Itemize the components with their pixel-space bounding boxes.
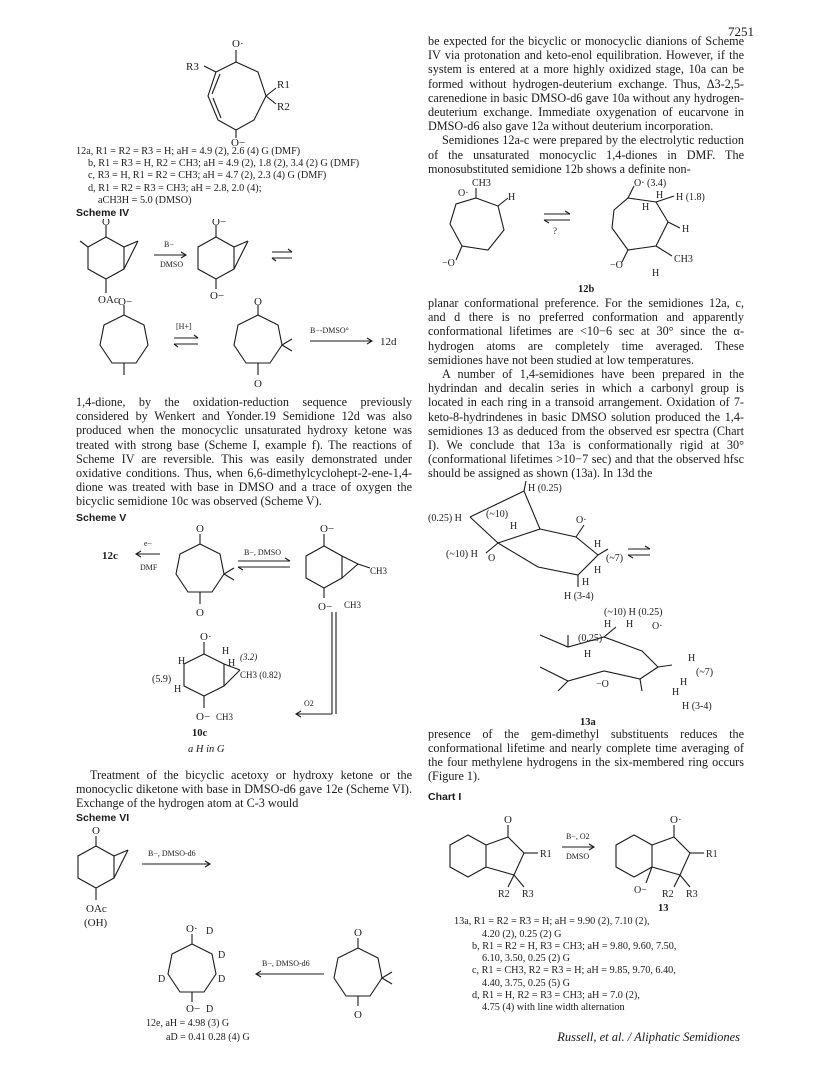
c1-r2: R2 <box>498 889 510 901</box>
s5-h3: H <box>228 657 236 669</box>
s5-o2-reagent: O2 <box>304 698 314 708</box>
s6-d2: D <box>218 950 226 962</box>
c1-r1: R1 <box>540 849 552 861</box>
s6-reagent2: B−, DMSO-d6 <box>262 959 310 969</box>
s13a-h2-025: (0.25) <box>578 632 603 644</box>
s5-h-label: H <box>174 683 182 695</box>
s5-ch3-b: CH3 <box>344 599 362 610</box>
s12b-question: ? <box>553 226 557 237</box>
struct12-o-top: O· <box>232 38 244 50</box>
list-item: 4.75 (4) with line width alternation <box>482 1001 625 1013</box>
s6-oac: OAc <box>86 903 107 916</box>
s12b-label: 12b <box>578 284 595 296</box>
s13a-h-7: (~7) <box>606 552 624 564</box>
scheme-vi <box>76 824 412 1046</box>
s4-b-minus: B− <box>164 240 174 250</box>
c1-reagent2: DMSO <box>566 852 590 862</box>
s13a-h-10: (~10) <box>486 508 509 520</box>
s4-o3: O <box>254 378 262 391</box>
list-item: b, R1 = R2 = H, R3 = CH3; aH = 9.80, 9.60, 7.50, <box>472 940 677 952</box>
s13a-h-r2: H <box>594 564 602 576</box>
s13a-h2-r3: H <box>672 686 680 698</box>
s6-o3: O <box>354 1009 362 1022</box>
s6-caption1: 12e, aH = 4.98 (3) G <box>146 1018 230 1030</box>
s13a-h-top: H (0.25) <box>528 482 562 494</box>
s6-reagent1: B−, DMSO-d6 <box>148 849 196 859</box>
s13a-label: 13a <box>580 716 596 727</box>
running-footer: Russell, et al. / Aliphatic Semidiones <box>557 1030 740 1044</box>
list-item: c, R3 = H, R1 = R2 = CH3; aH = 4.7 (2), 2.3 (4) G (DMF) <box>88 170 327 182</box>
list-item: 6.10, 3.50, 0.25 (2) G <box>482 953 571 965</box>
struct12-r2: R2 <box>277 101 290 113</box>
structure-12b <box>428 176 744 296</box>
body-paragraph: Semidiones 12a-c were prepared by the electrolytic reduction of the unsaturated monocyclic 1,4-diones in DMF. The monosubstituted semidione 12b shows a definite non- <box>428 133 744 176</box>
struct12-r3: R3 <box>186 61 199 73</box>
s13a-h2-r1: H <box>688 652 696 664</box>
list-item: c, R1 = CH3, R2 = R3 = H; aH = 9.85, 9.70, 6.40, <box>472 965 676 977</box>
s13a-h2-a: H <box>604 618 612 630</box>
c1-o-dot: O· <box>670 814 682 827</box>
s6-caption2: aD = 0.41 0.28 (4) G <box>166 1032 250 1044</box>
s4-h-plus: [H+] <box>176 322 192 332</box>
s5-o1: O <box>196 523 204 535</box>
page-number: 7251 <box>728 24 754 39</box>
s13a-h-mid: H <box>510 520 518 532</box>
right-column <box>428 34 744 1014</box>
s4-o-minus3: O− <box>118 296 133 309</box>
s4-b-dmso-o2: B−-DMSO° <box>310 326 349 336</box>
s13a-h-34: H (3-4) <box>564 590 594 602</box>
list-item: 13a, R1 = R2 = R3 = H; aH = 9.90 (2), 7.10 (2), <box>454 916 650 928</box>
chart-i-compound-label: 13 <box>658 903 669 915</box>
compound-list-12 <box>76 146 412 207</box>
s4-o-minus2: O− <box>210 290 225 303</box>
s4-dmso: DMSO <box>160 260 184 270</box>
c1-r2b: R2 <box>662 889 674 901</box>
s13a-h-r3: H <box>582 576 590 588</box>
c1-r3: R3 <box>522 889 534 901</box>
scheme-v-label: Scheme V <box>76 511 127 524</box>
s5-compound: 10c <box>192 727 208 739</box>
s13a-h2-top: (~10) H (0.25) <box>604 606 663 618</box>
c1-r3b: R3 <box>686 889 698 901</box>
s6-oh: (OH) <box>84 917 108 930</box>
chart-i <box>428 803 744 903</box>
s13a-o-left: O <box>488 552 496 564</box>
s5-o2: O <box>196 606 204 619</box>
compound-list-13 <box>428 916 744 1014</box>
s4-o-minus: O− <box>212 219 227 229</box>
s5-o-dot: O· <box>200 630 212 643</box>
s6-d1: D <box>206 926 214 938</box>
s5-o-minus3: O− <box>196 710 211 723</box>
s5-hfs1: (5.9) <box>152 673 172 685</box>
s13a-h2-34: H (3-4) <box>682 700 712 712</box>
structure-13a <box>428 481 744 727</box>
list-item: aCH3H = 5.0 (DMSO) <box>98 194 192 206</box>
s5-hfs2: (3.2) <box>240 651 258 662</box>
s12b-o-minus: −O <box>442 258 455 270</box>
c1-reagent1: B−, O2 <box>566 832 590 842</box>
s5-o-minus2: O− <box>318 600 333 613</box>
body-paragraph: Treatment of the bicyclic acetoxy or hydroxy ketone or the monocyclic diketone with base in DMSO-d6 gave 12e (Scheme VI). Exchange of the hydrogen atom at C-3 would <box>76 767 412 811</box>
s12b-o-dot-r: O· (3.4) <box>634 178 667 190</box>
s5-e-minus: e− <box>144 538 153 548</box>
s13a-h2-c: H <box>584 648 592 660</box>
s4-o1: O <box>102 219 110 229</box>
struct12-o-bottom: O− <box>231 137 246 146</box>
structure-12 <box>76 34 412 146</box>
s5-h1: H <box>222 645 230 657</box>
s13a-h-r1: H <box>594 538 602 550</box>
list-item: d, R1 = R2 = R3 = CH3; aH = 2.8, 2.0 (4); <box>88 182 262 194</box>
left-column <box>76 34 412 1046</box>
struct12-r1: R1 <box>277 79 290 91</box>
scheme-iv <box>76 219 412 395</box>
s12b-ch3-r: CH3 <box>674 254 693 266</box>
s12b-h3: H <box>642 202 650 214</box>
list-item: 4.40, 3.75, 0.25 (5) G <box>482 977 571 989</box>
c1-r1b: R1 <box>706 849 718 861</box>
s13a-h2-7: (~7) <box>696 666 714 678</box>
s12b-o-minus-r: −O <box>610 260 623 272</box>
s6-d5: D <box>206 1004 214 1016</box>
s12b-ch3-top: CH3 <box>472 178 491 190</box>
c1-o-minus: O− <box>634 885 647 897</box>
s6-d3: D <box>218 974 226 986</box>
c1-o1: O <box>504 814 512 827</box>
s4-o2: O <box>254 296 262 309</box>
s5-dmf: DMF <box>140 562 158 572</box>
s5-ch3-c: CH3 <box>216 711 234 722</box>
s13a-h2-b: H <box>626 618 634 630</box>
s13a-o2-dot: O· <box>652 620 663 632</box>
s5-o-minus: O− <box>320 523 335 535</box>
list-item: b, R1 = R3 = H, R2 = CH3; aH = 4.9 (2), 1.8 (2), 3.4 (2) G (DMF) <box>88 158 360 170</box>
s13a-h2-r2: H <box>680 676 688 688</box>
list-item: 12a, R1 = R2 = R3 = H; aH = 4.9 (2), 2.6 (4) G (DMF) <box>76 146 301 157</box>
s12b-h5: H <box>682 224 690 236</box>
body-paragraph: presence of the gem-dimethyl substituents reduces the conformational lifetime and nearly complete time averaging of the four methylene hydrogens in the six-membered ring occurs (Figure 1). <box>428 726 744 784</box>
s12b-h2: H <box>656 190 664 202</box>
scheme-vi-label: Scheme VI <box>76 812 130 825</box>
s13a-o2-minus: −O <box>596 678 609 690</box>
chart-i-label: Chart I <box>428 791 462 804</box>
s5-ch3-a: CH3 <box>370 565 388 576</box>
s12b-h4: H (1.8) <box>676 192 705 204</box>
s6-o-minus: O− <box>186 1003 201 1016</box>
s6-o-dot: O· <box>186 923 198 936</box>
s13a-h-025: (0.25) H <box>428 512 462 524</box>
body-paragraph: planar conformational preference. For the semidiones 12a, c, and d there is no preferred conformation and apparently conformational lifetimes are <10−6 sec at 30° since the α-hydrogen atoms are completely time averaged. These semidiones have not been studied at low temperatures. <box>428 296 744 367</box>
s5-h2: H <box>178 655 186 667</box>
s12b-h1: H <box>508 192 516 204</box>
list-item: 4.20 (2), 0.25 (2) G <box>482 928 562 940</box>
s6-d4: D <box>158 974 166 986</box>
s4-oac: OAc <box>98 294 119 307</box>
s13a-h-10b: (~10) H <box>446 548 478 560</box>
list-item: d, R1 = H, R2 = R3 = CH3; aH = 7.0 (2), <box>472 989 640 1001</box>
body-paragraph: A number of 1,4-semidiones have been prepared in the hydrindan and decalin series in which a carbonyl group is located in each ring in a transoid arrangement. Oxidation of 7-keto-8-hydrindenes in basic DMSO solution produced the 1,4-semidiones 13 as deduced from the observed esr spectra (Chart I). We conclude that 13a is conformationally rigid at 30° (conformational lifetimes >10−7 sec) and that the observed hfsc should be assigned as shown (13a). In 13d the <box>428 367 744 481</box>
scheme-iv-label: Scheme IV <box>76 207 130 220</box>
s5-product: 12c <box>102 549 118 562</box>
s5-note: a H in G <box>188 743 225 755</box>
s6-o2: O <box>354 927 362 940</box>
s13a-o-dot: O· <box>576 514 587 526</box>
s12b-o-dot: O· <box>458 188 469 200</box>
s12b-h6: H <box>652 268 660 280</box>
body-paragraph: 1,4-dione, by the oxidation-reduction sequence previously considered by Wenkert and Yonder.19 Semidione 12d was also produced when the monocyclic unsaturated hydroxy ketone was treated with strong base (Scheme I, example f). The reactions of Scheme IV are reversible. This was easily demonstrated under oxidative conditions. Thus, when 6,6-dimethylcyclohept-2-ene-1,4-dione was treated with base in DMSO and a trace of oxygen the bicyclic semidione 10c was observed (Scheme V). <box>76 395 412 509</box>
s4-product: 12d <box>380 336 397 349</box>
body-paragraph: be expected for the bicyclic or monocyclic dianions of Scheme IV via protonation and keto-enol equilibration. However, if the system is entered at a more highly oxidized stage, 10a can be formed without hydrogen-deuterium exchange. Thus, Δ3-2,5-carenedione in basic DMSO-d6 gave 10a without any hydrogen-deuterium exchange. Immediate oxygenation of eucarvone in DMSO-d6 also gave 12a without deuterium incorporation. <box>428 34 744 134</box>
scheme-v <box>76 524 412 768</box>
s5-hfs3: CH3 (0.82) <box>240 669 281 680</box>
s6-o1: O <box>92 825 100 838</box>
s5-b-dmso: B−, DMSO <box>244 547 281 557</box>
